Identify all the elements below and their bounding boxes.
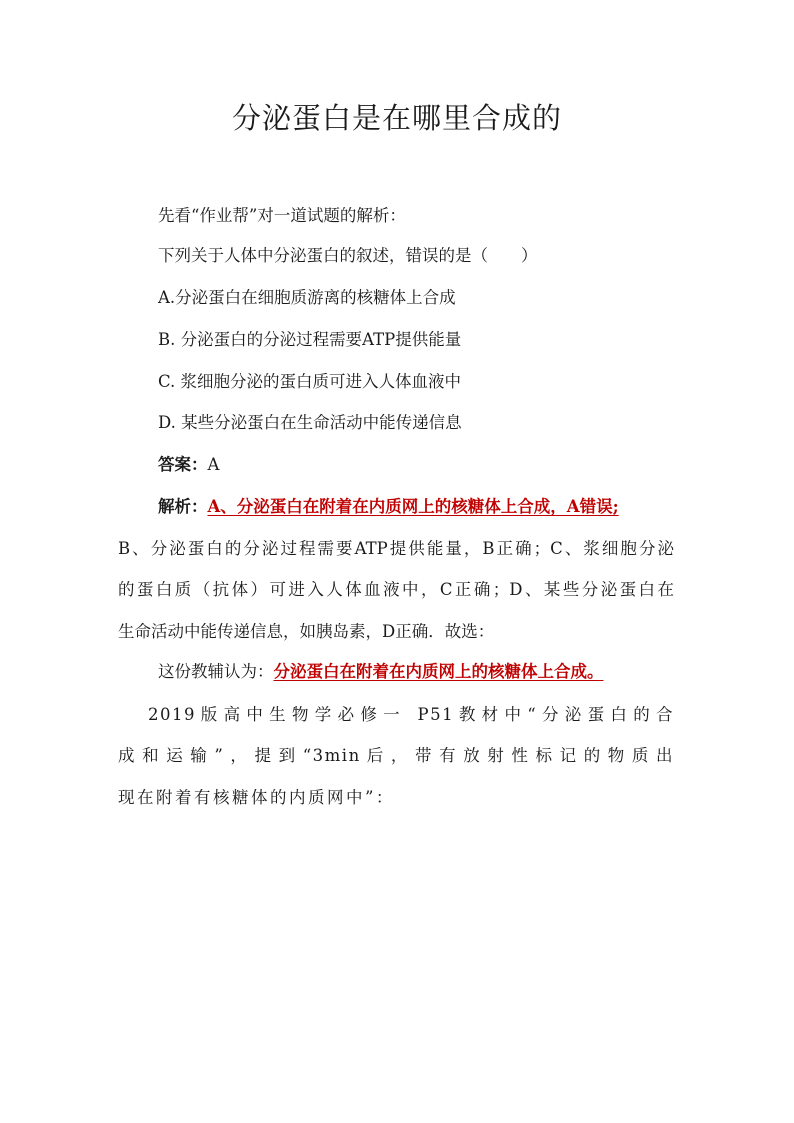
textbook-line-1: 2019版高中生物学必修一 P51教材中“分泌蛋白的合 — [148, 705, 674, 724]
answer-value: A — [207, 455, 220, 474]
analysis-highlight: A、分泌蛋白在附着在内质网上的核糖体上合成，A错误; — [207, 497, 619, 516]
opinion-prefix: 这份教辅认为： — [158, 662, 274, 681]
analysis-line-2: B、分泌蛋白的分泌过程需要ATP提供能量，B正确；C、浆细胞分泌 — [118, 539, 674, 558]
option-b: B. 分泌蛋白的分泌过程需要ATP提供能量 — [158, 330, 462, 349]
question-text: 下列关于人体中分泌蛋白的叙述，错误的是（ ） — [158, 246, 538, 265]
page-title: 分泌蛋白是在哪里合成的 — [231, 101, 562, 135]
analysis-label: 解析： — [158, 497, 208, 516]
option-d: D. 某些分泌蛋白在生命活动中能传递信息 — [158, 413, 462, 432]
analysis-first-line — [158, 495, 619, 519]
textbook-line-3: 现在附着有核糖体的内质网中”： — [118, 788, 395, 807]
intro-text: 先看“作业帮”对一道试题的解析： — [158, 206, 406, 225]
analysis-line-3: 的蛋白质（抗体）可进入人体血液中，C正确；D、某些分泌蛋白在 — [118, 580, 674, 599]
analysis-line-4: 生命活动中能传递信息，如胰岛素，D正确．故选： — [118, 622, 495, 641]
textbook-line-2: 成和运输”，提到“3min后，带有放射性标记的物质出 — [118, 746, 674, 765]
option-c: C. 浆细胞分泌的蛋白质可进入人体血液中 — [158, 372, 462, 391]
opinion-line — [158, 660, 604, 684]
answer-label: 答案： — [158, 455, 208, 474]
opinion-highlight: 分泌蛋白在附着在内质网上的核糖体上合成。 — [273, 662, 604, 681]
answer-line — [158, 453, 219, 477]
option-a: A.分泌蛋白在细胞质游离的核糖体上合成 — [158, 288, 456, 307]
